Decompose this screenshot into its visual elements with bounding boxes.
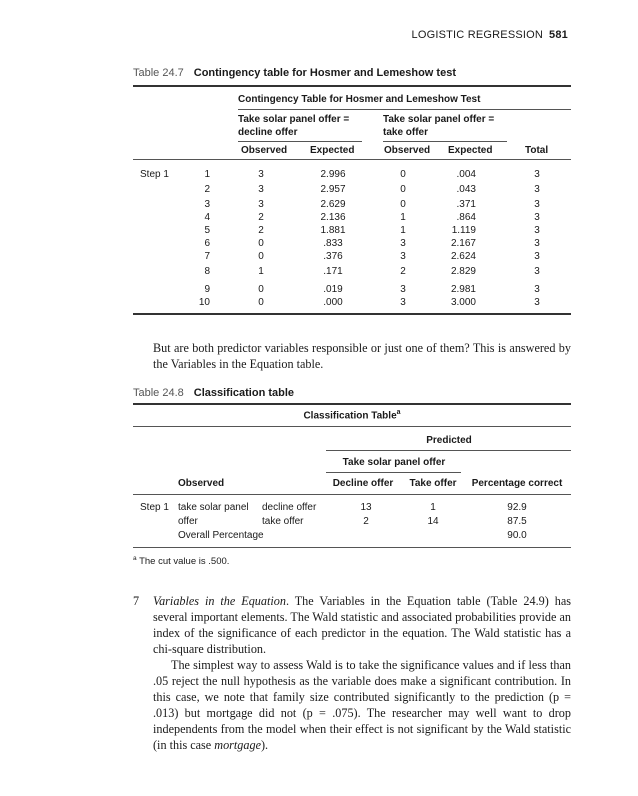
table1-col-observed-1: Observed [241,145,288,156]
table1-row9-expected-1: .019 [323,284,343,295]
table2-caption-title: Classification table [193,387,295,399]
table1-row5-expected-2: 1.119 [451,225,476,236]
table2-col-observed: Observed [178,478,225,489]
table1-group1-line2: decline offer [238,127,298,138]
table2-footnote-text: The cut value is .500. [139,556,230,568]
section-para-b-em: mortgage [214,738,261,752]
table1-row3-observed-1: 3 [258,199,264,210]
table1-row7-group: 7 [204,251,210,262]
table2-overall-label: Overall Percentage [178,530,264,541]
table2-step-label: Step 1 [140,502,169,513]
table2-title [303,409,400,421]
table1-row7-observed-2: 3 [400,251,406,262]
table1-title: Contingency Table for Hosmer and Lemeshow Test [238,94,481,105]
table2-subgroup-rule [326,472,461,473]
table1-row4-expected-2: .864 [456,212,476,223]
table2-subgroup: Take solar panel offer [342,457,446,468]
table1-row8-group: 8 [204,266,210,277]
table1-top-rule [133,85,571,87]
table1-row5-observed-2: 1 [400,225,406,236]
table2-row1-pct: 92.9 [507,502,527,513]
table2-col-decline: Decline offer [332,478,394,489]
section-term: Variables in the Equation [153,594,286,608]
table2-row2-take: 14 [427,516,439,527]
table1-row10-expected-2: 3.000 [450,297,476,308]
table1-col-total: Total [525,145,549,156]
table2-top-rule [133,403,571,405]
table1-row8-observed-2: 2 [400,266,406,277]
table2-title-sup: a [396,409,401,416]
table1-col-observed-2: Observed [384,145,431,156]
table1-row1-expected-2: .004 [456,169,476,180]
table2-var-line1: take solar panel [178,502,249,513]
table1-row7-expected-2: 2.624 [450,251,476,262]
table1-row5-expected-1: 1.881 [320,225,346,236]
table1-row3-total: 3 [534,199,540,210]
table2-footnote-sup: a [133,555,137,562]
table1-row6-observed-2: 3 [400,238,406,249]
table1-row3-expected-1: 2.629 [320,199,346,210]
table1-col-expected-2: Expected [448,145,493,156]
table1-header-rule [133,159,571,160]
table2-var-line2: offer [178,516,198,527]
table1-row2-group: 2 [204,184,210,195]
table1-row9-observed-2: 3 [400,284,406,295]
table2-header-rule [133,494,571,495]
table2-predicted: Predicted [426,435,472,446]
table1-row4-expected-1: 2.136 [320,212,346,223]
table1-row1-observed-2: 0 [400,169,406,180]
table1-row1-total: 3 [534,169,540,180]
table1-row5-observed-1: 2 [258,225,264,236]
table1-row1-expected-1: 2.996 [320,169,346,180]
table1-row9-group: 9 [204,284,210,295]
running-head-title: LOGISTIC REGRESSION [411,29,544,41]
table1-step-label: Step 1 [140,169,169,180]
running-head [412,29,569,41]
table1-row6-expected-1: .833 [323,238,343,249]
table1-row4-observed-1: 2 [258,212,264,223]
table1-row3-expected-2: .371 [456,199,476,210]
table1-row6-group: 6 [204,238,210,249]
table1-row2-observed-2: 0 [400,184,406,195]
table1-row2-expected-1: 2.957 [320,184,346,195]
table1-row4-group: 4 [204,212,210,223]
table1-row10-group: 10 [198,297,210,308]
table1-row4-total: 3 [534,212,540,223]
table1-row2-total: 3 [534,184,540,195]
table1-title-rule [238,109,571,110]
table2-title-text: Classification Table [303,410,397,422]
table1-group2-rule [383,141,507,142]
table2-bottom-rule [133,547,571,548]
table1-row6-total: 3 [534,238,540,249]
table1-row8-total: 3 [534,266,540,277]
table1-row9-total: 3 [534,284,540,295]
table1-group2-line2: take offer [383,127,429,138]
table1-row1-group: 1 [204,169,210,180]
table2-row2-label: take offer [262,516,304,527]
table1-group1-rule [238,141,362,142]
table2-row1-label: decline offer [262,502,317,513]
table1-row10-expected-1: .000 [323,297,343,308]
table1-row8-expected-2: 2.829 [450,266,476,277]
table1-row5-group: 5 [204,225,210,236]
table2-predicted-rule [326,450,571,451]
table2-col-pct: Percentage correct [471,478,563,489]
table2-row1-take: 1 [430,502,436,513]
table1-group1-line1: Take solar panel offer = [238,114,350,125]
table1-row3-observed-2: 0 [400,199,406,210]
table2-caption [133,387,294,399]
table1-row5-total: 3 [534,225,540,236]
page-number: 581 [549,29,568,41]
table2-footnote [133,555,229,567]
table1-caption [133,67,456,79]
table1-row8-expected-1: .171 [323,266,343,277]
table2-title-rule [133,426,571,427]
table2-row1-decline: 13 [360,502,372,513]
table1-row2-expected-2: .043 [456,184,476,195]
table1-row10-observed-1: 0 [258,297,264,308]
table1-row7-observed-1: 0 [258,251,264,262]
table1-row10-total: 3 [534,297,540,308]
section-para-b-end: ). [260,738,269,752]
table1-row9-expected-2: 2.981 [450,284,476,295]
table1-group2-line1: Take solar panel offer = [383,114,495,125]
table1-row10-observed-2: 3 [400,297,406,308]
table1-row2-observed-1: 3 [258,184,264,195]
table1-caption-title: Contingency table for Hosmer and Lemeshow test [193,67,456,79]
table1-row7-total: 3 [534,251,540,262]
table1-row1-observed-1: 3 [258,169,264,180]
section-paragraph-a [153,593,571,657]
table1-row4-observed-2: 1 [400,212,406,223]
table2-row2-decline: 2 [363,516,369,527]
table1-col-expected-1: Expected [310,145,355,156]
section-paragraph-b [153,657,571,753]
section-para-a-text: . The Variables in the Equation table (Table 24.9) has several important elements. The Wald statistic and associated probabilities provide an index of the significance of each predictor in the equation. The Wald statistic has a chi-square distribution. [153,594,571,656]
table2-label: Table 24.8 [133,387,184,399]
table2-overall-pct: 90.0 [507,530,527,541]
table2-row2-pct: 87.5 [507,516,527,527]
table1-bottom-rule [133,313,571,315]
section-para-b-text: The simplest way to assess Wald is to take the significance values and if less than .05 reject the null hypothesis as the variable does make a significant contribution. In this case, we note that family size contributed significantly to the prediction (p = .013) but mortgage did not (p = .075). The researcher may well want to drop independents from the model when their effect is not significant by the Wald statistic (in this case [153,658,571,752]
table1-label: Table 24.7 [133,67,184,79]
table1-row6-observed-1: 0 [258,238,264,249]
paragraph-intro: But are both predictor variables responsible or just one of them? This is answered by the Variables in the Equation table. [153,341,571,371]
section-number: 7 [133,594,140,608]
table1-row9-observed-1: 0 [258,284,264,295]
table1-row3-group: 3 [204,199,210,210]
table1-row7-expected-1: .376 [323,251,343,262]
table1-row8-observed-1: 1 [258,266,264,277]
table2-col-take: Take offer [409,478,457,489]
table1-row6-expected-2: 2.167 [450,238,476,249]
